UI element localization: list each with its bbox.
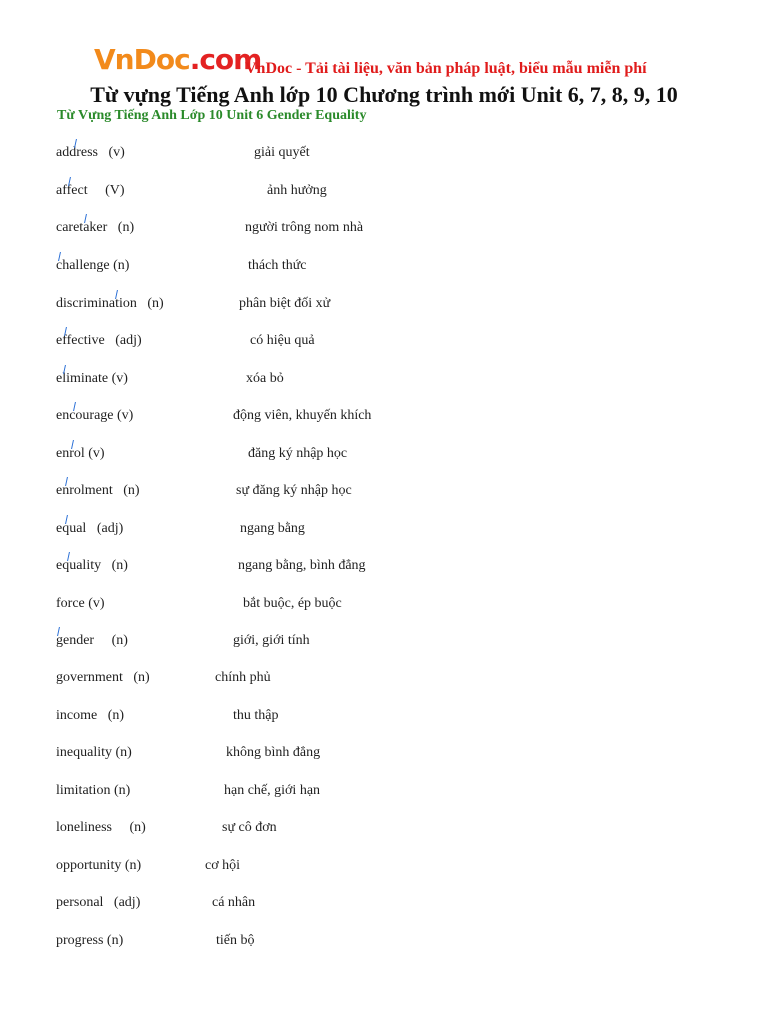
vocab-row	[0, 446, 768, 470]
vocab-word: equality (n)	[56, 558, 128, 573]
vocab-row	[0, 183, 768, 207]
vocab-row	[0, 596, 768, 620]
vocab-meaning: ngang bằng, bình đẳng	[238, 558, 366, 573]
vocab-row	[0, 858, 768, 882]
vocab-row	[0, 333, 768, 357]
document-title: Từ vựng Tiếng Anh lớp 10 Chương trình mới Unit 6, 7, 8, 9, 10	[90, 82, 678, 107]
vocab-row	[0, 483, 768, 507]
vocab-meaning: phân biệt đối xử	[239, 296, 331, 311]
vocab-meaning: tiến bộ	[216, 933, 255, 948]
vocab-meaning: bắt buộc, ép buộc	[243, 596, 342, 611]
vocab-row	[0, 933, 768, 957]
vocab-word: gender (n)	[56, 633, 128, 648]
site-tagline: VnDoc - Tải tài liệu, văn bản pháp luật, biểu mẫu miễn phí	[245, 60, 647, 77]
vocab-row	[0, 558, 768, 582]
vocab-word: encourage (v)	[56, 408, 134, 423]
vocab-meaning: hạn chế, giới hạn	[224, 783, 321, 798]
logo-vn-text: Vn	[94, 43, 134, 76]
logo-doc-text: Doc	[133, 43, 190, 76]
vocab-row	[0, 521, 768, 545]
vocab-meaning: sự đăng ký nhập học	[236, 483, 352, 498]
vocab-meaning: cá nhân	[212, 895, 256, 910]
vocab-word: caretaker (n)	[56, 220, 135, 235]
vocab-word: inequality (n)	[56, 745, 132, 760]
vocab-meaning: có hiệu quả	[250, 333, 315, 348]
vocab-word: personal (adj)	[56, 895, 141, 910]
logo-dot-text: .	[189, 43, 200, 76]
vocab-meaning: ngang bằng	[240, 521, 305, 536]
vocab-meaning: đăng ký nhập học	[248, 446, 348, 461]
vocab-row	[0, 670, 768, 694]
vocab-word: affect (V)	[56, 183, 125, 198]
vocab-word: effective (adj)	[56, 333, 142, 348]
vocab-row	[0, 296, 768, 320]
vocab-word: limitation (n)	[56, 783, 131, 798]
vocab-row	[0, 708, 768, 732]
vocab-meaning: động viên, khuyến khích	[233, 408, 372, 423]
vocab-row	[0, 258, 768, 282]
vocab-meaning: giải quyết	[254, 145, 310, 160]
vocab-row	[0, 783, 768, 807]
vocab-row	[0, 220, 768, 244]
vocab-meaning: người trông nom nhà	[245, 220, 364, 235]
logo-com-text: com	[199, 43, 262, 76]
vocab-word: force (v)	[56, 596, 105, 611]
vocab-row	[0, 633, 768, 657]
vocab-word: income (n)	[56, 708, 125, 723]
vocab-meaning: giới, giới tính	[233, 633, 310, 648]
vocab-word: enrolment (n)	[56, 483, 140, 498]
vocab-word: challenge (n)	[56, 258, 130, 273]
vocab-word: government (n)	[56, 670, 150, 685]
vocab-word: progress (n)	[56, 933, 124, 948]
vocab-word: equal (adj)	[56, 521, 124, 536]
vocab-meaning: chính phủ	[215, 670, 271, 685]
vocab-meaning: sự cô đơn	[222, 820, 277, 835]
vocab-row	[0, 895, 768, 919]
vocab-row	[0, 371, 768, 395]
vocab-row	[0, 745, 768, 769]
vocab-word: loneliness (n)	[56, 820, 146, 835]
vocab-word: opportunity (n)	[56, 858, 142, 873]
vocab-meaning: thu thập	[233, 708, 279, 723]
vocab-meaning: cơ hội	[205, 858, 241, 873]
section-heading: Từ Vựng Tiếng Anh Lớp 10 Unit 6 Gender Equality	[57, 108, 367, 123]
vocab-word: discrimination (n)	[56, 296, 164, 311]
vocab-meaning: thách thức	[248, 258, 307, 273]
vocab-row	[0, 145, 768, 169]
vocab-word: enrol (v)	[56, 446, 105, 461]
vocab-word: eliminate (v)	[56, 371, 128, 386]
vocab-row	[0, 408, 768, 432]
vocab-meaning: ảnh hưởng	[267, 183, 327, 198]
vocab-meaning: xóa bỏ	[246, 371, 284, 386]
vocab-word: address (v)	[56, 145, 125, 160]
vocab-row	[0, 820, 768, 844]
vocab-meaning: không bình đẳng	[226, 745, 321, 760]
